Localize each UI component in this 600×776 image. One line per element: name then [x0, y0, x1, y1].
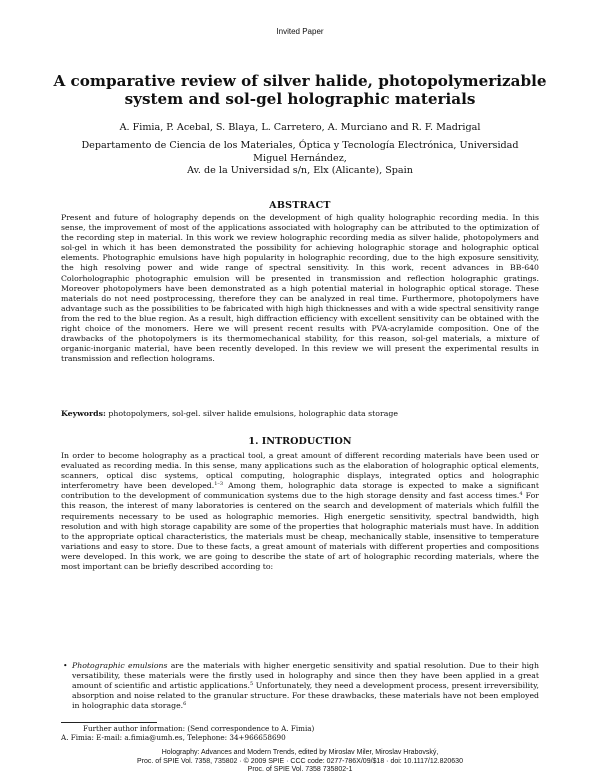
introduction-paragraph [61, 451, 539, 572]
footnote-line-2: A. Fimia: E-mail: a.fimia@umh.es, Telephone: 34+966658690 [61, 733, 286, 742]
keywords-label: Keywords: [61, 409, 106, 418]
keywords [61, 409, 539, 418]
keywords-text: photopolymers, sol-gel. silver halide emulsions, holographic data storage [105, 409, 398, 418]
section-heading-introduction: 1. INTRODUCTION [248, 436, 352, 447]
conference-line-1: Holography: Advances and Modern Trends, edited by Miroslav Miler, Miroslav Hrabovský, [161, 749, 439, 756]
intro-text-c: For this reason, the interest of many laboratories is centered on the search and development of materials which fulfill the requirements necessary to be used as holographic memories. High energetic sensitivity, spectral bandwidth, high resolution and with high storage capability are some of the properties that holographic materials must have. In addition to the appropriate optical characteristics, the materials must be cheap, mechanically stable, insensitive to temperature variations and easy to store. Due to these facts, a great amount of materials with different properties and compositions were developed. In this work, we are going to describe the state of art of holographic recording materials, where the most important can be briefly described according to: [61, 491, 539, 572]
title-line-2: system and sol-gel holographic materials [124, 90, 476, 108]
citation-5: 5 [250, 681, 254, 688]
affiliation-line-2: Miguel Hernández, [253, 152, 347, 164]
footnote [61, 724, 539, 742]
bullet-photographic-emulsions [63, 661, 540, 711]
conference-line-2: Proc. of SPIE Vol. 7358, 735802 · © 2009 SPIE · CCC code: 0277-786X/09/$18 · doi: 10.1117/12.820630 [137, 758, 463, 765]
affiliation-line-3: Av. de la Universidad s/n, Elx (Alicante), Spain [187, 165, 413, 176]
bullet-term: Photographic emulsions [72, 661, 168, 670]
affiliation-line-1: Departamento de Ciencia de los Materiales, Óptica y Tecnología Electrónica, Universidad [81, 140, 519, 151]
bullet-text-b: Unfortunately, they need a development process, present irreversibility, absorption and noise related to the granular structure. For these drawbacks, these materials have not been employed in holographic data storage. [72, 681, 539, 711]
footnote-line-1: Further author information: (Send correspondence to A. Fimia) [83, 724, 315, 733]
title-line-1: A comparative review of silver halide, photopolymerizable [53, 72, 547, 90]
invited-paper-label: Invited Paper [276, 27, 324, 36]
author-list: A. Fimia, P. Acebal, S. Blaya, L. Carretero, A. Murciano and R. F. Madrigal [119, 122, 481, 133]
affiliation [40, 140, 560, 178]
abstract-text: Present and future of holography depends on the development of high quality holographic recording media. In this sense, the improvement of most of the applications associated with holography can be attributed to the optimization of the recording step in material. In this work we review holographic recording media as silver halide, photopolymers and sol-gel in which it has been demonstrated the possibility for achieving holographic storage and holographic optical elements. Photographic emulsions have high popularity in holographic recording, due to the high exposure sensitivity, the high resolving power and wide range of spectral sensitivity. In this work, recent advances in BB-640 Colorholographic photographic emulsion will be presented in transmission and reflection holographic gratings. Moreover photopolymers have been demonstrated as a high potential material in holographic optical storage. These materials do not need postprocessing, therefore they can be analyzed in real time. Furthermore, photopolymers have advantage such as the possibilities to be fabricated with high high thicknesses and with a wide spectral sensitivity range from the red to the blue region. As a result, high diffraction efficiency with excellent sensitivity can be obtained with the right choice of the monomers. Here we will present recent results with PVA-acrylamide composition. One of the drawbacks of the photopolymers is its thermomechanical stability, for this reason, sol-gel materials, a mixture of organic-inorganic material, have been recently developed. In this review we will present the experimental results in transmission and reflection holograms. [61, 213, 539, 364]
citation-6: 6 [183, 701, 187, 708]
citation-1-3: 1–3 [214, 481, 224, 488]
paper-title [40, 72, 560, 108]
intro-text-b: Among them, holographic data storage is expected to make a significant contribution to the development of communication systems due to the high storage density and fast access times. [61, 481, 539, 501]
abstract-heading: ABSTRACT [269, 200, 331, 211]
page-number: Proc. of SPIE Vol. 7358 735802-1 [247, 766, 353, 773]
citation-4: 4 [519, 491, 523, 498]
intro-text-a: In order to become holography as a practical tool, a great amount of different recording materials have been used or evaluated as recording media. In this sense, many applications such as the elaboration of holographic optical elements, scanners, optical disc systems, optical computing, holographic displays, integrated optics and holographic interferometry have been developed. [61, 451, 539, 491]
footnote-divider [61, 722, 157, 723]
conference-info [0, 748, 600, 766]
bullet-marker: • [63, 661, 68, 670]
bullet-text-a: are the materials with higher energetic sensitivity and spatial resolution. Due to their high versatibility, these materials were the firstly used in holography and since then they have been applied in a great amount of scientific and artistic applications. [72, 661, 540, 691]
